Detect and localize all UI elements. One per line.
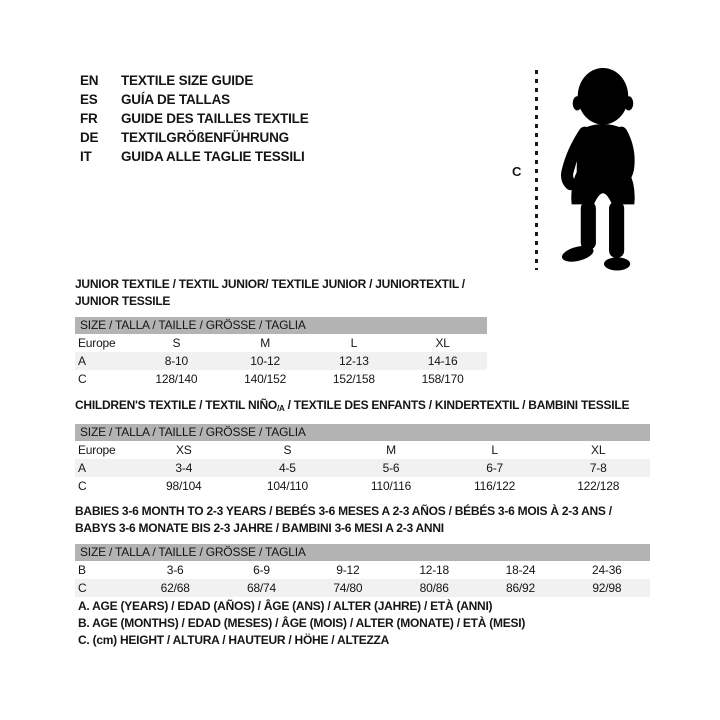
row-label: Europe bbox=[78, 443, 116, 457]
row-label: A bbox=[78, 461, 86, 475]
size-value-cell: 4-5 bbox=[279, 461, 296, 475]
table-row bbox=[75, 477, 650, 495]
language-row bbox=[80, 128, 309, 147]
table-body bbox=[75, 334, 487, 388]
size-value-cell: 5-6 bbox=[382, 461, 400, 475]
legend-line: B. AGE (MONTHS) / EDAD (MESES) / ÂGE (MOIS) / ALTER (MONATE) / ETÀ (MESI) bbox=[78, 616, 526, 630]
size-header-bar: SIZE / TALLA / TAILLE / GRÖSSE / TAGLIA bbox=[75, 317, 487, 334]
table-row bbox=[75, 441, 650, 459]
language-title: TEXTILE SIZE GUIDE bbox=[121, 73, 254, 88]
size-value-cell: 110/116 bbox=[370, 479, 412, 493]
size-value-cell: XL bbox=[591, 443, 606, 457]
table-title-subscript: /A bbox=[276, 404, 285, 413]
measured-figure bbox=[508, 66, 668, 273]
size-value-cell: 24-36 bbox=[591, 563, 622, 577]
size-value-cell: 140/152 bbox=[244, 372, 287, 386]
language-row bbox=[80, 90, 309, 109]
size-value-cell: 7-8 bbox=[589, 461, 607, 475]
language-row bbox=[80, 71, 309, 90]
size-value-cell: 8-10 bbox=[164, 354, 188, 368]
size-value-cell: 152/158 bbox=[332, 372, 375, 386]
language-title: GUÍA DE TALLAS bbox=[121, 92, 230, 107]
size-value-cell: L bbox=[350, 336, 358, 350]
height-measure-label: C bbox=[512, 164, 522, 179]
size-table-section bbox=[75, 276, 487, 388]
measure-legend bbox=[78, 598, 525, 649]
legend-line: C. (cm) HEIGHT / ALTURA / HAUTEUR / HÖHE / ALTEZZA bbox=[78, 633, 390, 647]
language-row bbox=[80, 109, 309, 128]
table-title-text: JUNIOR TEXTILE / TEXTIL JUNIOR/ TEXTILE JUNIOR / JUNIORTEXTIL / JUNIOR TESSILE bbox=[75, 277, 465, 308]
table-row bbox=[75, 370, 487, 388]
table-title-text: BABIES 3-6 MONTH TO 2-3 YEARS / BEBÉS 3-6 MESES A 2-3 AÑOS / BÉBÉS 3-6 MOIS À 2-3 ANS / bbox=[75, 504, 612, 518]
language-code: DE bbox=[80, 130, 99, 145]
size-value-cell: 74/80 bbox=[333, 581, 363, 595]
size-value-cell: XL bbox=[435, 336, 450, 350]
size-value-cell: 116/122 bbox=[474, 479, 516, 493]
size-value-cell: 62/68 bbox=[160, 581, 190, 595]
size-value-cell: S bbox=[283, 443, 292, 457]
table-row bbox=[75, 561, 650, 579]
size-header-bar: SIZE / TALLA / TAILLE / GRÖSSE / TAGLIA bbox=[75, 544, 650, 561]
row-label: Europe bbox=[78, 336, 116, 350]
size-value-cell: L bbox=[491, 443, 498, 457]
size-value-cell: 122/128 bbox=[577, 479, 620, 493]
table-title bbox=[75, 503, 650, 537]
size-value-cell: 18-24 bbox=[505, 563, 536, 577]
size-value-cell: 104/110 bbox=[266, 479, 308, 493]
size-value-cell: 6-7 bbox=[486, 461, 503, 475]
language-title: GUIDE DES TAILLES TEXTILE bbox=[121, 111, 309, 126]
legend-line: A. AGE (YEARS) / EDAD (AÑOS) / ÂGE (ANS) / ALTER (JAHRE) / ETÀ (ANNI) bbox=[78, 599, 493, 613]
size-value-cell: S bbox=[172, 336, 181, 350]
table-body bbox=[75, 441, 650, 495]
table-title bbox=[75, 397, 650, 417]
size-value-cell: 128/140 bbox=[155, 372, 198, 386]
table-body bbox=[75, 561, 650, 597]
language-row bbox=[80, 147, 309, 166]
row-label: C bbox=[78, 581, 87, 595]
row-label: B bbox=[78, 563, 86, 577]
size-value-cell: XS bbox=[175, 443, 192, 457]
language-code: ES bbox=[80, 92, 98, 107]
height-measure-dotted-line bbox=[535, 70, 538, 270]
row-label: C bbox=[78, 479, 87, 493]
language-title: GUIDA ALLE TAGLIE TESSILI bbox=[121, 149, 305, 164]
size-value-cell: 68/74 bbox=[246, 581, 276, 595]
size-table-section bbox=[75, 503, 650, 597]
size-value-cell: 3-4 bbox=[175, 461, 193, 475]
size-value-cell: 6-9 bbox=[253, 563, 270, 577]
size-value-cell: 12-13 bbox=[339, 354, 369, 368]
size-tables bbox=[75, 276, 675, 597]
row-label: C bbox=[78, 372, 87, 386]
table-row bbox=[75, 579, 650, 597]
size-value-cell: 9-12 bbox=[336, 563, 360, 577]
size-value-cell: 10-12 bbox=[250, 354, 280, 368]
size-table-section bbox=[75, 397, 650, 495]
size-header-bar: SIZE / TALLA / TAILLE / GRÖSSE / TAGLIA bbox=[75, 424, 650, 441]
size-value-cell: M bbox=[260, 336, 271, 350]
size-value-cell: 86/92 bbox=[505, 581, 535, 595]
size-value-cell: 158/170 bbox=[421, 372, 464, 386]
size-value-cell: 98/104 bbox=[166, 479, 202, 493]
table-row bbox=[75, 334, 487, 352]
size-value-cell: 3-6 bbox=[166, 563, 184, 577]
toddler-silhouette-icon bbox=[550, 66, 662, 273]
language-code: FR bbox=[80, 111, 98, 126]
table-title-text: BABYS 3-6 MONATE BIS 2-3 JAHRE / BAMBINI 3-6 MESI A 2-3 ANNI bbox=[75, 521, 444, 535]
table-title bbox=[75, 276, 487, 310]
language-code: IT bbox=[80, 149, 92, 164]
language-title: TEXTILGRÖßENFÜHRUNG bbox=[121, 130, 289, 145]
size-value-cell: M bbox=[386, 443, 396, 457]
size-value-cell: 12-18 bbox=[419, 563, 450, 577]
language-list bbox=[80, 71, 309, 166]
size-value-cell: 14-16 bbox=[427, 354, 458, 368]
row-label: A bbox=[78, 354, 86, 368]
size-value-cell: 92/98 bbox=[592, 581, 622, 595]
table-title-text: / TEXTILE DES ENFANTS / KINDERTEXTIL / BAMBINI TESSILE bbox=[284, 398, 630, 412]
language-code: EN bbox=[80, 73, 99, 88]
table-row bbox=[75, 459, 650, 477]
table-title-text: CHILDREN'S TEXTILE / TEXTIL NIÑO bbox=[75, 398, 277, 412]
table-row bbox=[75, 352, 487, 370]
size-value-cell: 80/86 bbox=[419, 581, 449, 595]
